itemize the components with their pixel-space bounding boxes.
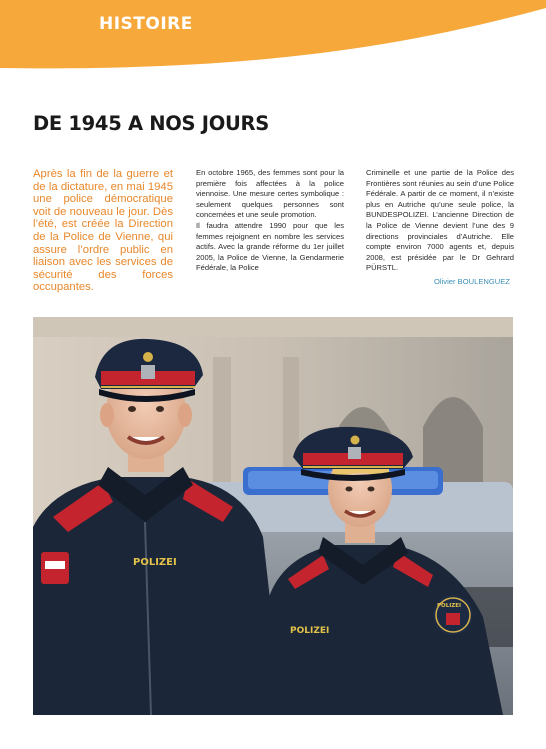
chest-label-left: POLIZEI (133, 557, 177, 568)
chest-label-right: POLIZEI (290, 626, 330, 636)
paragraph: En octobre 1965, des femmes sont pour la première fois affectées à la police viennoise. Une mesure certes symbolique : seulement quelques personnes sont concernées et une seule promotion. (196, 168, 344, 220)
paragraph: Criminelle et une partie de la Police des Frontières sont réunies au sein d’une Police Fédérale. A partir de ce moment, il n’existe plus en Autriche qu’une seule police, la BUNDESPOLIZEI. L’ancienne Direction de la Police de Vienne devient l’une des 9 directions provinciales d’Autriche. Elle compte environ 7000 agents et, depuis 2008, est présidée par le Dr Gehrard PÜRSTL. (366, 168, 514, 273)
author-first-name: Olivier (434, 277, 456, 286)
author-last-name: BOULENGUEZ (457, 277, 510, 286)
article-column-3 (366, 168, 514, 274)
article-column-2 (196, 168, 344, 274)
author-signature (434, 277, 510, 286)
page-title: DE 1945 A NOS JOURS (33, 112, 269, 135)
badge-label: POLIZEI (437, 603, 462, 609)
paragraph: Il faudra attendre 1990 pour que les femmes rejoignent en nombre les services actifs. Avec la grande réforme du 1er juillet 2005, la Police de Vienne, la Gendarmerie Fédérale, la Police (196, 220, 344, 273)
section-label: HISTOIRE (99, 14, 193, 34)
police-officers-photo (33, 317, 513, 715)
lead-paragraph: Après la fin de la guerre et de la dictature, en mai 1945 une police démocratique voit de nouveau le jour. Dès l’été, est créée la Direction de la Police de Vienne, qui assure l’ordre public en liaison avec les services de sécurité des forces occupantes. (33, 168, 173, 294)
header-band (0, 0, 546, 80)
